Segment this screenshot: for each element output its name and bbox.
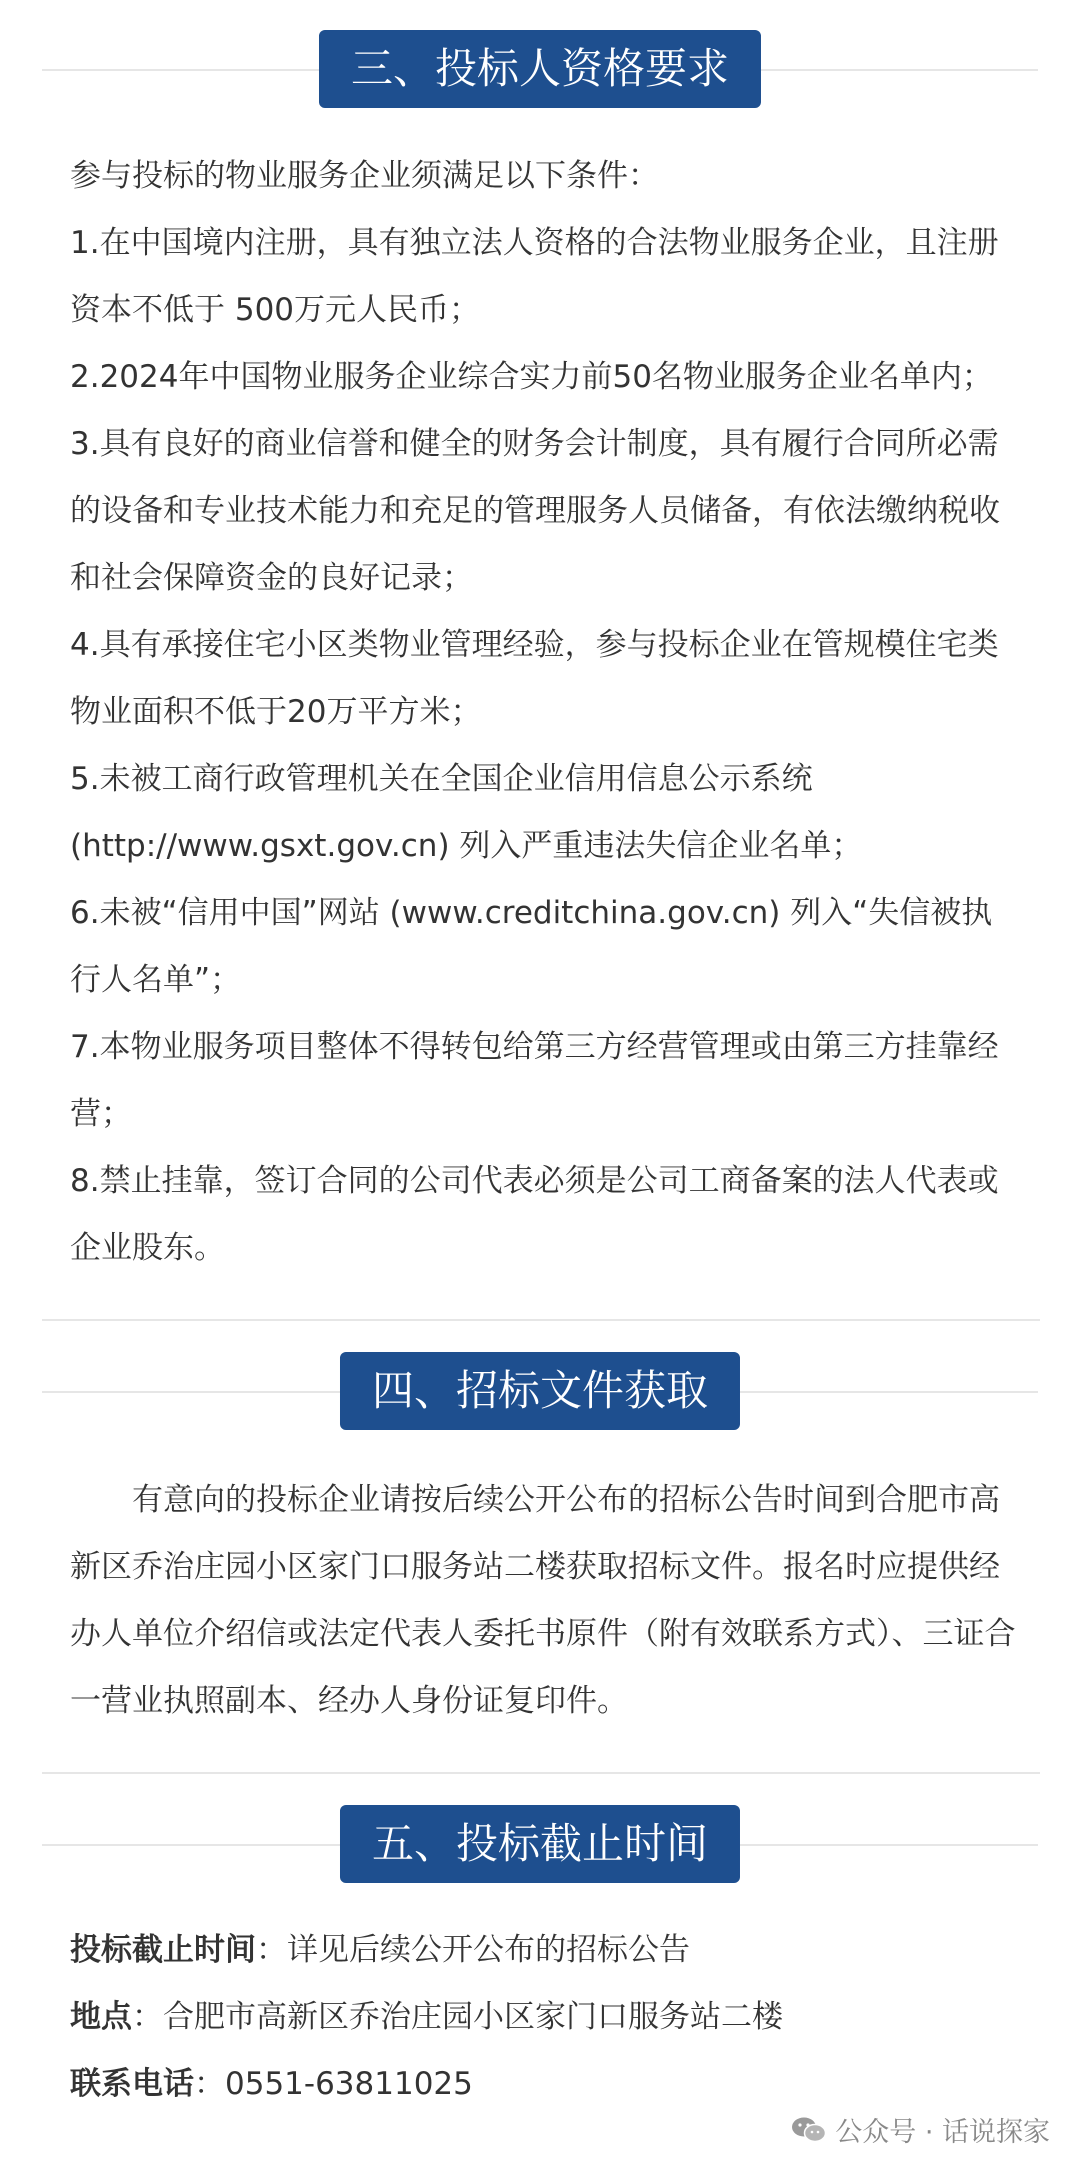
phone-label: 联系电话 bbox=[70, 2066, 194, 2102]
section-4-body: 有意向的投标企业请按后续公开公布的招标公告时间到合肥市高新区乔治庄园小区家门口服务站二楼获取招标文件。报名时应提供经办人单位介绍信或法定代表人委托书原件（附有效联系方式）、三证合一营业执照副本、经办人身份证复印件。 bbox=[70, 1482, 1016, 1719]
requirement-item-5: 5.未被工商行政管理机关在全国企业信用信息公示系统(http://www.gsxt.gov.cn) 列入严重违法失信企业名单； bbox=[70, 761, 863, 864]
requirement-item-1: 1.在中国境内注册，具有独立法人资格的合法物业服务企业，且注册资本不低于 500万元人民币； bbox=[70, 225, 999, 328]
wechat-watermark bbox=[791, 2110, 1050, 2149]
section-separator-2 bbox=[42, 1772, 1040, 1774]
section-4-header bbox=[0, 1352, 1080, 1432]
section-4-title: 四、招标文件获取 bbox=[340, 1352, 740, 1430]
section-3-intro: 参与投标的物业服务企业须满足以下条件： bbox=[70, 158, 659, 194]
location-row bbox=[70, 1984, 1016, 2051]
phone-row bbox=[70, 2051, 1016, 2118]
section-5-title: 五、投标截止时间 bbox=[340, 1805, 740, 1883]
requirement-item-4: 4.具有承接住宅小区类物业管理经验，参与投标企业在管规模住宅类物业面积不低于20万平方米； bbox=[70, 627, 999, 730]
requirement-item-6: 6.未被“信用中国”网站 (www.creditchina.gov.cn) 列入“失信被执行人名单”； bbox=[70, 895, 993, 998]
watermark-text: 公众号 · 话说探家 bbox=[835, 2117, 1050, 2148]
location-value: ：合肥市高新区乔治庄园小区家门口服务站二楼 bbox=[132, 1999, 783, 2035]
requirement-item-7: 7.本物业服务项目整体不得转包给第三方经营管理或由第三方挂靠经营； bbox=[70, 1029, 999, 1132]
requirement-item-2: 2.2024年中国物业服务企业综合实力前50名物业服务企业名单内； bbox=[70, 359, 993, 395]
wechat-icon bbox=[791, 2116, 827, 2144]
location-label: 地点 bbox=[70, 1999, 132, 2035]
deadline-value: ：详见后续公开公布的招标公告 bbox=[256, 1932, 690, 1968]
deadline-row bbox=[70, 1917, 1016, 1984]
section-3-title: 三、投标人资格要求 bbox=[319, 30, 761, 108]
section-3-header bbox=[0, 30, 1080, 110]
deadline-label: 投标截止时间 bbox=[70, 1932, 256, 1968]
phone-value: ：0551-63811025 bbox=[194, 2066, 473, 2102]
requirement-item-8: 8.禁止挂靠，签订合同的公司代表必须是公司工商备案的法人代表或企业股东。 bbox=[70, 1163, 999, 1266]
requirement-item-3: 3.具有良好的商业信誉和健全的财务会计制度，具有履行合同所必需的设备和专业技术能力和充足的管理服务人员储备，有依法缴纳税收和社会保障资金的良好记录； bbox=[70, 426, 1000, 596]
section-separator-1 bbox=[42, 1319, 1040, 1321]
section-5-header bbox=[0, 1805, 1080, 1885]
